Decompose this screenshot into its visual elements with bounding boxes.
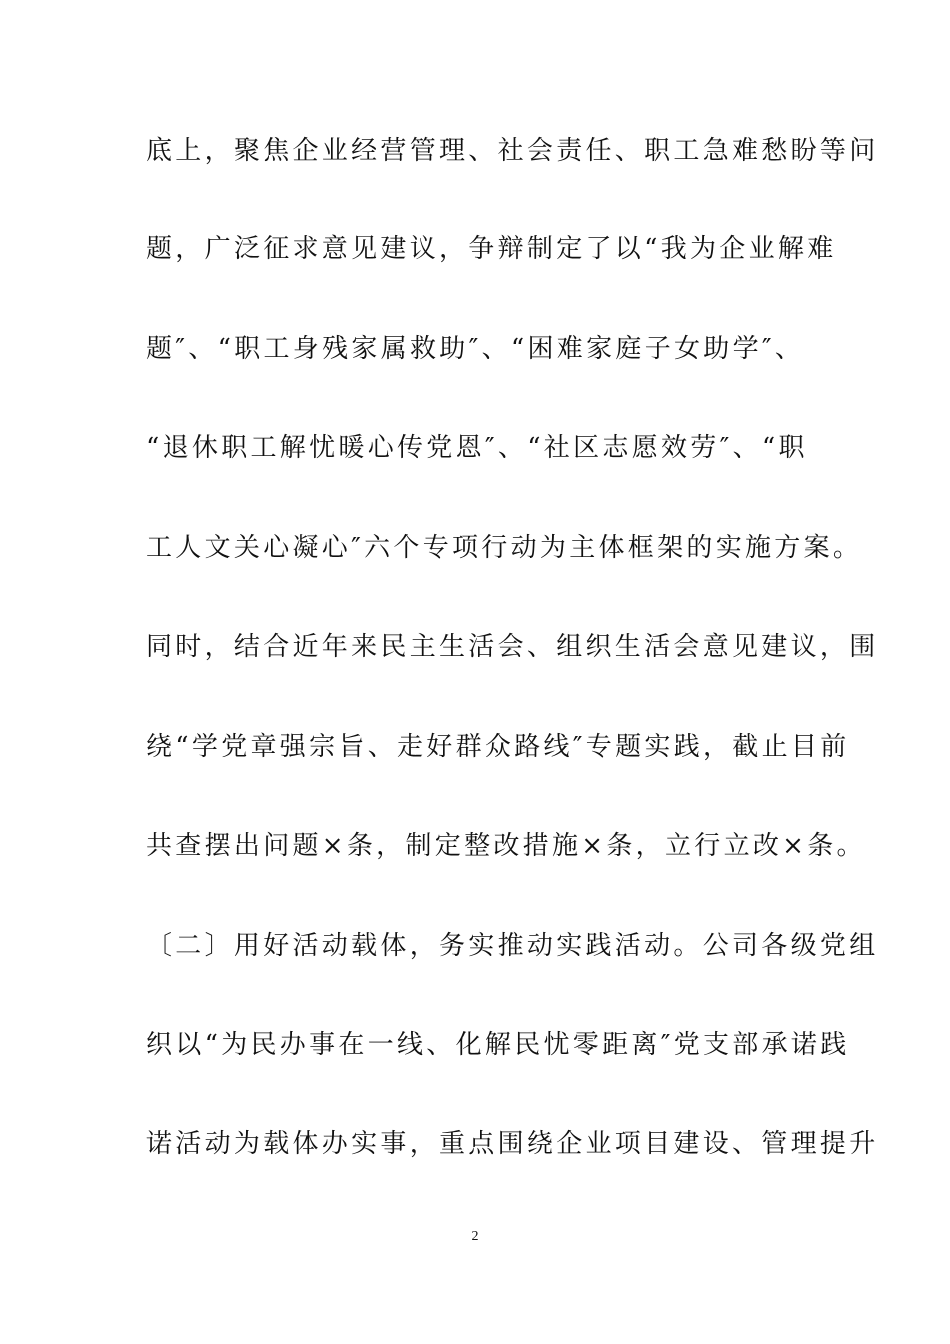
body-text-line-8: 共查摆出问题×条，制定整改措施×条，立行立改×条。 <box>146 831 866 861</box>
body-text-line-5: 工人文关心凝心″六个专项行动为主体框架的实施方案。 <box>146 533 863 563</box>
body-text-line-6: 同时，结合近年来民主生活会、组织生活会意见建议，围 <box>146 632 879 662</box>
body-text-line-10: 织以“为民办事在一线、化解民忧零距离″党支部承诺践 <box>146 1030 850 1060</box>
body-text-line-9: 〔二〕用好活动载体，务实推动实践活动。公司各级党组 <box>146 931 879 961</box>
page-number: 2 <box>471 1229 479 1244</box>
body-text-line-1: 底上，聚焦企业经营管理、社会责任、职工急难愁盼等问 <box>146 136 879 166</box>
body-text-line-2: 题，广泛征求意见建议，争辩制定了以“我为企业解难 <box>146 234 837 264</box>
body-text-line-3: 题″、“职工身残家属救助″、“困难家庭子女助学″、 <box>146 334 805 364</box>
body-text-line-7: 绕“学党章强宗旨、走好群众路线″专题实践，截止目前 <box>146 732 850 762</box>
body-text-line-4: “退休职工解忧暖心传党恩″、“社区志愿效劳″、“职 <box>146 433 808 463</box>
body-text-line-11: 诺活动为载体办实事，重点围绕企业项目建设、管理提升 <box>146 1129 879 1159</box>
